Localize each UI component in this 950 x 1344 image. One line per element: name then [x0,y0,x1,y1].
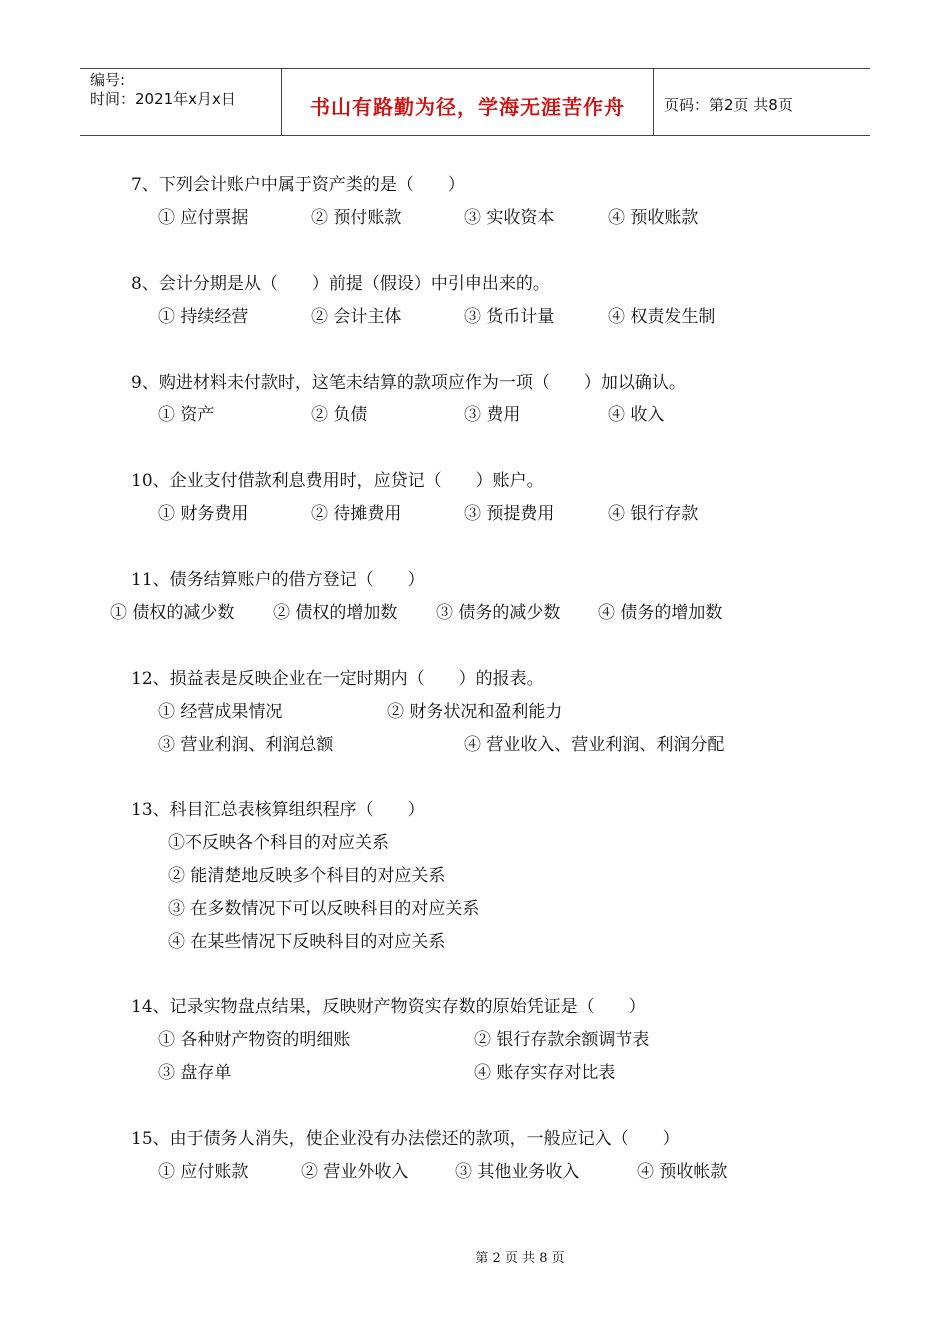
option-11-2: ② 债权的增加数 [273,603,398,623]
option-14-1: ① 各种财产物资的明细账 [158,1030,351,1050]
question-15: 15、由于债务人消失，使企业没有办法偿还的款项，一般应记入（ ） [131,1129,680,1149]
question-10: 10、企业支付借款利息费用时，应贷记（ ）账户。 [131,471,544,491]
option-14-4: ④ 账存实存对比表 [474,1063,616,1083]
header-motto: 书山有路勤为径，学海无涯苦作舟 [282,69,654,135]
option-12-2: ② 财务状况和盈利能力 [387,702,563,722]
option-14-3: ③ 盘存单 [158,1063,232,1083]
option-10-2: ② 待摊费用 [311,504,402,524]
option-15-4: ④ 预收帐款 [637,1162,728,1182]
option-8-3: ③ 货币计量 [464,307,555,327]
option-15-1: ① 应付账款 [158,1162,249,1182]
question-12: 12、损益表是反映企业在一定时期内（ ）的报表。 [131,669,544,689]
question-9: 9、购进材料未付款时，这笔未结算的款项应作为一项（ ）加以确认。 [131,373,686,393]
header-meta [80,69,282,135]
option-14-2: ② 银行存款余额调节表 [474,1030,650,1050]
option-8-2: ② 会计主体 [311,307,402,327]
option-13-3: ③ 在多数情况下可以反映科目的对应关系 [168,899,480,919]
option-9-4: ④ 收入 [608,405,665,425]
option-15-2: ② 营业外收入 [301,1162,409,1182]
question-14: 14、记录实物盘点结果，反映财产物资实存数的原始凭证是（ ） [131,997,646,1017]
option-12-1: ① 经营成果情况 [158,702,283,722]
option-12-4: ④ 营业收入、营业利润、利润分配 [464,735,725,755]
option-15-3: ③ 其他业务收入 [455,1162,580,1182]
option-11-1: ① 债权的减少数 [110,603,235,623]
option-9-3: ③ 费用 [464,405,521,425]
question-13: 13、科目汇总表核算组织程序（ ） [131,800,425,820]
option-9-2: ② 负债 [311,405,368,425]
header-page-number: 页码：第2页 共8页 [664,95,793,114]
option-7-2: ② 预付账款 [311,208,402,228]
option-13-4: ④ 在某些情况下反映科目的对应关系 [168,932,446,952]
page-footer: 第 2 页 共 8 页 [475,1251,565,1266]
option-11-4: ④ 债务的增加数 [598,603,723,623]
question-8: 8、会计分期是从（ ）前提（假设）中引申出来的。 [131,274,550,294]
page-header [80,68,870,136]
option-8-4: ④ 权责发生制 [608,307,716,327]
doc-time: 时间：2021年x月x日 [90,90,236,108]
option-13-2: ② 能清楚地反映多个科目的对应关系 [168,866,446,886]
option-13-1: ①不反映各个科目的对应关系 [168,833,389,853]
doc-number: 编号: [90,71,126,89]
option-7-4: ④ 预收账款 [608,208,699,228]
option-10-1: ① 财务费用 [158,504,249,524]
option-12-3: ③ 营业利润、利润总额 [158,735,334,755]
option-8-1: ① 持续经营 [158,307,249,327]
option-11-3: ③ 债务的减少数 [436,603,561,623]
option-7-1: ① 应付票据 [158,208,249,228]
option-10-3: ③ 预提费用 [464,504,555,524]
option-7-3: ③ 实收资本 [464,208,555,228]
option-10-4: ④ 银行存款 [608,504,699,524]
option-9-1: ① 资产 [158,405,215,425]
question-11: 11、债务结算账户的借方登记（ ） [131,570,425,590]
question-7: 7、下列会计账户中属于资产类的是（ ） [131,175,465,195]
